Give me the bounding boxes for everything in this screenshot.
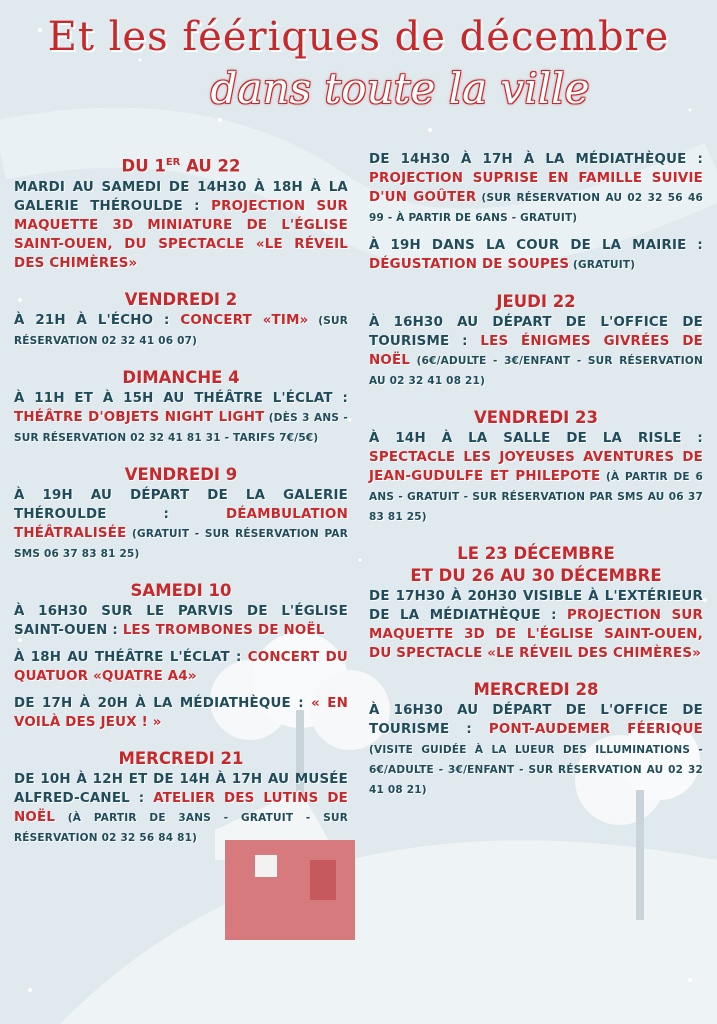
- date-superscript: ER: [165, 157, 181, 168]
- event-info: À 19H DANS LA COUR DE LA MAIRIE :: [369, 238, 703, 253]
- event-title: SPECTACLE LES JOYEUSES AVENTURES DE JEAN-GUDULFE ET PHILEPOTE: [369, 450, 703, 484]
- event-description: [369, 150, 703, 228]
- event-title: DÉGUSTATION DE SOUPES: [369, 257, 570, 272]
- event-description: [369, 236, 703, 275]
- event-date: LE 23 DÉCEMBRE: [457, 544, 615, 563]
- event-info: DE 17H À 20H À LA MÉDIATHÈQUE :: [14, 695, 312, 711]
- event-title: DÉAMBULATION THÉÂTRALISÉE: [14, 506, 348, 541]
- event-date: VENDREDI 2: [124, 289, 238, 309]
- event-date: DIMANCHE 4: [122, 367, 240, 387]
- event-title: ATELIER DES LUTINS DE NOËL: [14, 790, 349, 825]
- event-date-secondary: ET DU 26 AU 30 DÉCEMBRE: [410, 566, 662, 585]
- event-info: DE 14H30 À 17H À LA MÉDIATHÈQUE :: [369, 152, 703, 167]
- event-title: LES TROMBONES DE NOËL: [122, 622, 325, 638]
- event-date: MERCREDI 28: [473, 680, 599, 699]
- event-details: (GRATUIT - SUR RÉSERVATION PAR SMS 06 37 83 81 25): [14, 527, 348, 560]
- event-description: [14, 178, 348, 273]
- event-block-mercredi-21-continued: [369, 150, 703, 275]
- event-details: (SUR RÉSERVATION AU 02 32 56 46 99 - À PARTIR DE 6ANS - GRATUIT): [369, 192, 704, 224]
- event-info: À 16H30 AU DÉPART DE L'OFFICE DE TOURISME :: [369, 315, 703, 349]
- event-date: SAMEDI 10: [130, 580, 232, 600]
- event-block-vendredi-2: [14, 289, 348, 351]
- event-description: [369, 701, 703, 800]
- event-details: (DÈS 3 ANS - SUR RÉSERVATION 02 32 41 81 31 - TARIFS 7€/5€): [14, 411, 348, 444]
- right-column: [369, 150, 703, 816]
- event-date: [14, 152, 348, 178]
- event-description: [14, 389, 348, 448]
- event-block-vendredi-23: [369, 407, 703, 527]
- event-title: LES ÉNIGMES GIVRÉES DE NOËL: [369, 334, 703, 368]
- event-block-dimanche-4: [14, 367, 348, 448]
- event-info: À 21H À L'ÉCHO :: [14, 312, 181, 328]
- event-description: [14, 486, 348, 564]
- page-subtitle: dans toute la ville: [210, 64, 590, 113]
- left-column: [14, 152, 348, 864]
- event-title: CONCERT DU QUATUOR «QUATRE A4»: [14, 649, 348, 684]
- event-block-jeudi-22: [369, 291, 703, 391]
- event-info: À 16H30 SUR LE PARVIS DE L'ÉGLISE SAINT-OUEN :: [14, 603, 348, 638]
- event-title: THÉÂTRE D'OBJETS NIGHT LIGHT: [14, 409, 265, 425]
- event-block-mercredi-28: [369, 679, 703, 800]
- event-details: (À PARTIR DE 3ANS - GRATUIT - SUR RÉSERVATION 02 32 56 84 81): [14, 811, 348, 844]
- event-title: CONCERT «TIM»: [180, 312, 309, 328]
- event-block-samedi-10: [14, 580, 348, 732]
- event-details: (6€/ADULTE - 3€/ENFANT - SUR RÉSERVATION AU 02 32 41 08 21): [369, 355, 703, 387]
- event-block-le-23-decembre: [369, 543, 703, 663]
- event-description: [369, 313, 703, 391]
- event-details: (GRATUIT): [569, 259, 636, 271]
- event-description: [14, 770, 348, 848]
- event-details: (À PARTIR DE 6 ANS - GRATUIT - SUR RÉSERVATION PAR SMS AU 06 37 83 81 25): [369, 471, 703, 523]
- event-description: [369, 587, 703, 663]
- event-info: MARDI AU SAMEDI DE 14H30 À 18H À LA GALERIE THÉROULDE :: [14, 179, 348, 214]
- event-title: PROJECTION SUR MAQUETTE 3D MINIATURE DE L'ÉGLISE SAINT-OUEN, DU SPECTACLE «LE RÉVEIL DES CHIMÈRES»: [14, 198, 348, 271]
- event-title: PROJECTION SUR MAQUETTE 3D DE L'ÉGLISE SAINT-OUEN, DU SPECTACLE «LE RÉVEIL DES CHIMÈRES»: [369, 608, 703, 661]
- event-info: À 19H AU DÉPART DE LA GALERIE THÉROULDE :: [14, 487, 348, 522]
- event-block-mercredi-21: [14, 748, 348, 848]
- event-description: [369, 429, 703, 527]
- event-description: [14, 648, 348, 686]
- event-block-du-1er-au-22: [14, 152, 348, 273]
- event-date: VENDREDI 23: [473, 408, 599, 427]
- event-date: VENDREDI 9: [124, 464, 238, 484]
- event-info: DE 10H À 12H ET DE 14H À 17H AU MUSÉE ALFRED-CANEL :: [14, 771, 348, 806]
- event-description: [14, 602, 348, 640]
- page-title: Et les féériques de décembre: [47, 14, 670, 60]
- event-details: (VISITE GUIDÉE À LA LUEUR DES ILLUMINATIONS - 6€/ADULTE - 3€/ENFANT - SUR RÉSERVATION AU 02 32 41 08 21): [369, 744, 703, 796]
- event-description: [14, 311, 348, 351]
- event-info: DE 17H30 À 20H30 VISIBLE À L'EXTÉRIEUR DE LA MÉDIATHÈQUE :: [369, 589, 703, 623]
- event-description: [14, 694, 348, 732]
- event-info: À 14H À LA SALLE DE LA RISLE :: [369, 431, 703, 446]
- event-info: À 11H ET À 15H AU THÉÂTRE L'ÉCLAT :: [14, 390, 348, 406]
- event-block-vendredi-9: [14, 464, 348, 564]
- event-date: MERCREDI 21: [118, 748, 244, 768]
- event-title: « EN VOILÀ DES JEUX ! »: [14, 695, 349, 730]
- event-title: PROJECTION SUPRISE EN FAMILLE SUIVIE D'UN GOÛTER: [369, 171, 703, 205]
- date-text: DU 1: [121, 156, 166, 176]
- event-date: JEUDI 22: [496, 292, 576, 311]
- event-title: PONT-AUDEMER FÉERIQUE: [488, 722, 703, 737]
- event-details: (SUR RÉSERVATION 02 32 41 06 07): [14, 314, 348, 347]
- event-info: À 16H30 AU DÉPART DE L'OFFICE DE TOURISME :: [369, 703, 703, 737]
- date-end-text: AU 22: [180, 156, 241, 176]
- event-info: À 18H AU THÉÂTRE L'ÉCLAT :: [14, 649, 248, 665]
